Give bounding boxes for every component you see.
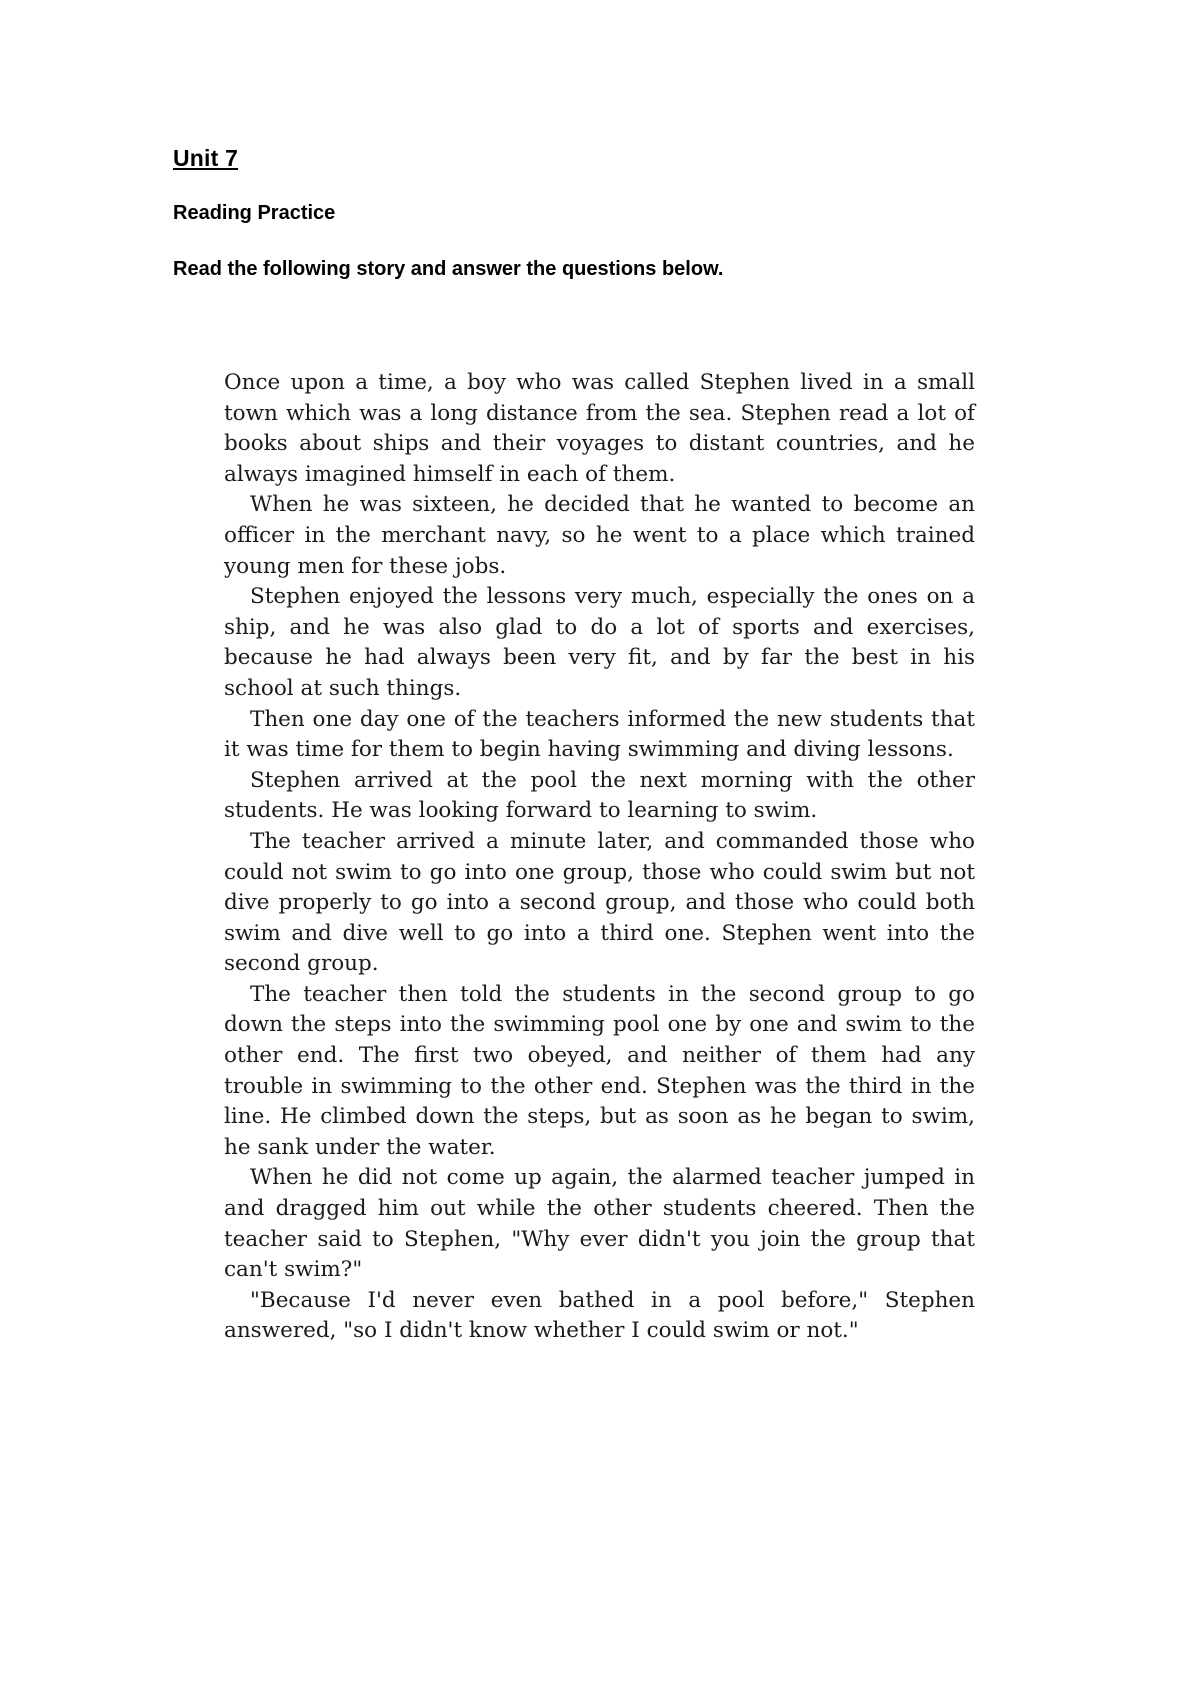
story-paragraph: Once upon a time, a boy who was called Stephen lived in a small town which was a long distance from the sea. Stephen read a lot of books about ships and their voyages to distant countries, and he always imagined himself in each of them. [224, 370, 975, 487]
story-paragraph: The teacher then told the students in the second group to go down the steps into the swimming pool one by one and swim to the other end. The first two obeyed, and neither of them had any trouble in swimming to the other end. Stephen was the third in the line. He climbed down the steps, but as soon as he began to swim, he sank under the water. [224, 981, 975, 1160]
story-paragraph: The teacher arrived a minute later, and commanded those who could not swim to go into one group, those who could swim but not dive properly to go into a second group, and those who could both swim and dive well to go into a third one. Stephen went into the second group. [224, 828, 975, 977]
worksheet-header [173, 145, 1073, 281]
story-text [224, 368, 975, 1347]
instruction-text: Read the following story and answer the questions below. [173, 258, 724, 280]
unit-title: Unit 7 [173, 145, 239, 171]
story-paragraph: "Because I'd never even bathed in a pool before," Stephen answered, "so I didn't know whether I could swim or not." [224, 1287, 975, 1344]
section-label: Reading Practice [173, 202, 336, 224]
story-paragraph: Stephen arrived at the pool the next morning with the other students. He was looking forward to learning to swim. [224, 767, 975, 824]
story-paragraph: Then one day one of the teachers informed the new students that it was time for them to begin having swimming and diving lessons. [224, 706, 975, 763]
story-paragraph: When he was sixteen, he decided that he wanted to become an officer in the merchant navy, so he went to a place which trained young men for these jobs. [224, 492, 975, 579]
story-paragraph: Stephen enjoyed the lessons very much, especially the ones on a ship, and he was also glad to do a lot of sports and exercises, because he had always been very fit, and by far the best in his school at such things. [224, 584, 975, 701]
story-paragraph: When he did not come up again, the alarmed teacher jumped in and dragged him out while the other students cheered. Then the teacher said to Stephen, "Why ever didn't you join the group that can't swim?" [224, 1165, 975, 1283]
